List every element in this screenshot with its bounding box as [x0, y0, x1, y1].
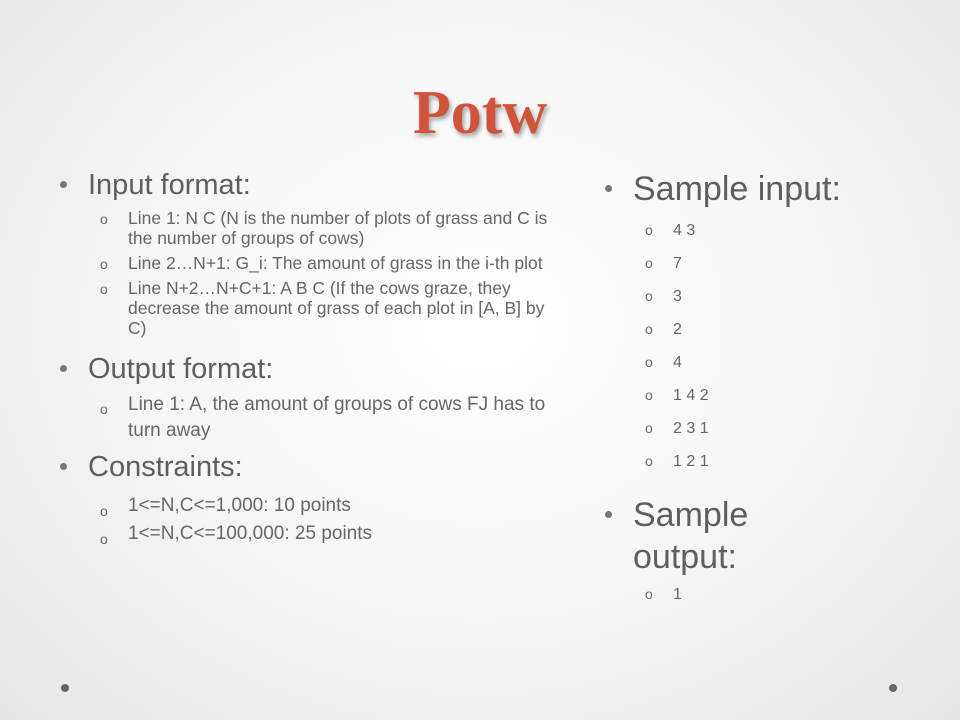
sub-bullet-icon: o — [645, 255, 653, 271]
sub-bullet-icon: o — [645, 420, 653, 436]
input-format-heading — [60, 168, 560, 202]
sample-input-value: 1 4 2 — [673, 387, 709, 404]
input-format-item — [60, 253, 560, 273]
sample-input-item — [605, 214, 925, 247]
constraints-item-text: 1<=N,C<=100,000: 25 points — [128, 523, 373, 544]
right-column — [605, 168, 925, 611]
output-format-heading — [60, 352, 560, 386]
decorative-dot-right — [889, 684, 897, 692]
sub-bullet-icon: o — [100, 401, 108, 417]
sub-bullet-icon: o — [100, 256, 108, 272]
sample-input-item — [605, 412, 925, 445]
decorative-dot-left — [61, 684, 69, 692]
sub-bullet-icon: o — [100, 211, 108, 227]
bullet-dot-icon — [605, 511, 612, 518]
sample-input-value: 2 3 1 — [673, 420, 709, 437]
sample-input-item — [605, 445, 925, 478]
sample-input-heading — [605, 168, 925, 210]
bullet-dot-icon — [605, 185, 612, 192]
sub-bullet-icon: o — [645, 453, 653, 469]
constraints-item — [60, 520, 560, 548]
sample-input-value: 4 3 — [673, 222, 696, 239]
bullet-dot-icon — [60, 463, 67, 470]
sample-input-value: 7 — [673, 255, 682, 272]
constraints-item — [60, 492, 560, 520]
input-format-item-text: Line 1: N C (N is the number of plots of grass and C is the number of groups of cows) — [128, 208, 548, 248]
sample-input-item — [605, 379, 925, 412]
sample-input-item — [605, 313, 925, 346]
sub-bullet-icon: o — [645, 222, 653, 238]
constraints-item-text: 1<=N,C<=1,000: 10 points — [128, 495, 351, 516]
input-format-item-text: Line N+2…N+C+1: A B C (If the cows graze, they decrease the amount of grass of each plot in [A, B] by C) — [128, 278, 545, 338]
sample-output-heading — [605, 494, 823, 578]
sub-bullet-icon: o — [645, 321, 653, 337]
sample-input-value: 3 — [673, 288, 682, 305]
output-format-label: Output format: — [88, 353, 274, 385]
sample-input-value: 1 2 1 — [673, 453, 709, 470]
sample-output-value: 1 — [673, 586, 682, 603]
input-format-label: Input format: — [88, 169, 251, 201]
input-format-item — [60, 208, 560, 248]
slide-title: Potw — [412, 79, 548, 147]
sample-input-label: Sample input: — [633, 170, 841, 208]
bullet-dot-icon — [60, 365, 67, 372]
output-format-item — [60, 392, 560, 444]
left-column — [60, 168, 560, 553]
input-format-item — [60, 278, 560, 338]
sample-input-item — [605, 280, 925, 313]
sub-bullet-icon: o — [645, 288, 653, 304]
sample-input-item — [605, 247, 925, 280]
bullet-dot-icon — [60, 181, 67, 188]
input-format-item-text: Line 2…N+1: G_i: The amount of grass in the i-th plot — [128, 253, 543, 273]
sample-output-label: Sample output: — [633, 496, 749, 576]
sub-bullet-icon: o — [645, 354, 653, 370]
constraints-heading — [60, 450, 560, 484]
sub-bullet-icon: o — [100, 503, 108, 519]
sub-bullet-icon: o — [100, 281, 108, 297]
constraints-label: Constraints: — [88, 451, 243, 483]
sample-input-value: 2 — [673, 321, 682, 338]
sub-bullet-icon: o — [645, 586, 653, 602]
sample-input-value: 4 — [673, 354, 682, 371]
sample-output-item — [605, 578, 925, 611]
sub-bullet-icon: o — [100, 531, 108, 547]
sub-bullet-icon: o — [645, 387, 653, 403]
sample-input-item — [605, 346, 925, 379]
output-format-item-text: Line 1: A, the amount of groups of cows FJ has to turn away — [128, 394, 546, 441]
